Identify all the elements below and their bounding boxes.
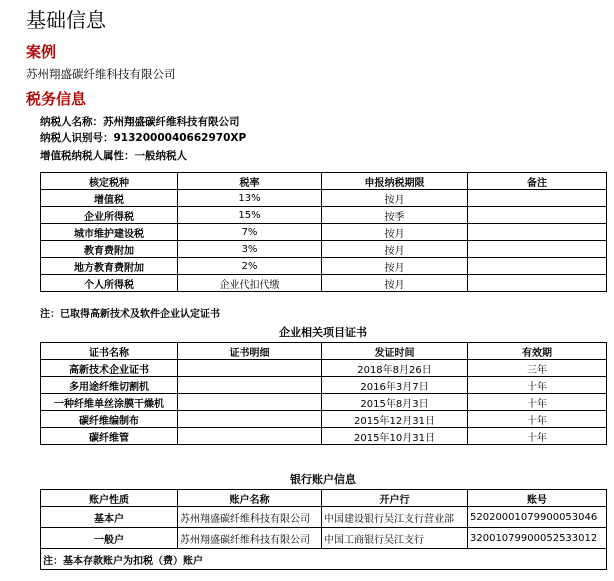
cert-name: 多用途纤维切割机 (41, 377, 178, 394)
column-header: 税率 (178, 173, 322, 190)
account-type: 基本户 (41, 507, 178, 528)
column-header: 核定税种 (41, 173, 178, 190)
tax-remark (468, 275, 607, 292)
tax-type: 增值税 (41, 190, 178, 207)
account-number: 32001079900052533012 (468, 528, 607, 549)
tax-rate: 2% (178, 258, 322, 275)
cert-name: 一种纤维单丝涂膜干燥机 (41, 394, 178, 411)
tax-period: 按月 (322, 258, 468, 275)
table-row (41, 190, 607, 207)
tax-rate: 7% (178, 224, 322, 241)
tax-heading: 税务信息 (26, 90, 87, 108)
cert-validity: 十年 (468, 428, 607, 445)
tax-remark (468, 258, 607, 275)
tax-note: 注：已取得高新技术及软件企业认定证书 (40, 309, 220, 320)
bank-note: 注：基本存款账户为扣税（费）账户 (41, 549, 607, 570)
tax-remark (468, 241, 607, 258)
case-company: 苏州翔盛碳纤维科技有限公司 (26, 67, 176, 81)
cert-validity: 十年 (468, 394, 607, 411)
certs-table (40, 342, 607, 445)
cert-detail (178, 360, 322, 377)
tax-period: 按月 (322, 241, 468, 258)
account-number: 52020001079900053046 (468, 507, 607, 528)
table-row (41, 428, 607, 445)
cert-detail (178, 411, 322, 428)
cert-date: 2015年10月31日 (322, 428, 468, 445)
cert-validity: 十年 (468, 377, 607, 394)
account-name: 苏州翔盛碳纤维科技有限公司 (178, 528, 322, 549)
cert-validity: 十年 (468, 411, 607, 428)
certs-table-header (41, 343, 607, 360)
cert-detail (178, 377, 322, 394)
cert-name: 碳纤维编制布 (41, 411, 178, 428)
bank-branch: 中国建设银行吴江支行营业部 (322, 507, 468, 528)
tax-period: 按月 (322, 224, 468, 241)
tax-rate: 15% (178, 207, 322, 224)
column-header: 发证时间 (322, 343, 468, 360)
column-header: 开户行 (322, 490, 468, 507)
tax-table (40, 172, 607, 292)
table-row (41, 207, 607, 224)
column-header: 账号 (468, 490, 607, 507)
tax-period: 按月 (322, 190, 468, 207)
tax-type: 个人所得税 (41, 275, 178, 292)
cert-name: 碳纤维管 (41, 428, 178, 445)
bank-table-header (41, 490, 607, 507)
table-row (41, 224, 607, 241)
tax-remark (468, 190, 607, 207)
taxpayer-id: 纳税人识别号：9132000040662970XP (40, 132, 247, 144)
cert-date: 2015年12月31日 (322, 411, 468, 428)
table-row (41, 549, 607, 570)
cert-detail (178, 428, 322, 445)
account-type: 一般户 (41, 528, 178, 549)
cert-date: 2018年8月26日 (322, 360, 468, 377)
column-header: 有效期 (468, 343, 607, 360)
tax-remark (468, 207, 607, 224)
table-row (41, 275, 607, 292)
table-row (41, 377, 607, 394)
tax-rate: 企业代扣代缴 (178, 275, 322, 292)
table-row (41, 394, 607, 411)
tax-rate: 3% (178, 241, 322, 258)
cert-name: 高新技术企业证书 (41, 360, 178, 377)
cert-validity: 三年 (468, 360, 607, 377)
bank-title: 银行账户信息 (290, 473, 356, 486)
table-row (41, 258, 607, 275)
tax-type: 地方教育费附加 (41, 258, 178, 275)
table-row (41, 360, 607, 377)
tax-rate: 13% (178, 190, 322, 207)
tax-period: 按月 (322, 275, 468, 292)
table-row (41, 528, 607, 549)
account-name: 苏州翔盛碳纤维科技有限公司 (178, 507, 322, 528)
taxpayer-name: 纳税人名称：苏州翔盛碳纤维科技有限公司 (40, 116, 240, 128)
bank-branch: 中国工商银行吴江支行 (322, 528, 468, 549)
cert-detail (178, 394, 322, 411)
tax-type: 城市维护建设税 (41, 224, 178, 241)
tax-type: 企业所得税 (41, 207, 178, 224)
column-header: 证书明细 (178, 343, 322, 360)
table-row (41, 411, 607, 428)
cert-date: 2015年8月3日 (322, 394, 468, 411)
bank-table (40, 489, 607, 570)
certs-title: 企业相关项目证书 (279, 326, 367, 339)
vat-attribute: 增值税纳税人属性：一般纳税人 (40, 150, 187, 162)
table-row (41, 507, 607, 528)
column-header: 账户名称 (178, 490, 322, 507)
tax-remark (468, 224, 607, 241)
column-header: 证书名称 (41, 343, 178, 360)
column-header: 申报纳税期限 (322, 173, 468, 190)
case-heading: 案例 (26, 43, 57, 61)
column-header: 备注 (468, 173, 607, 190)
tax-table-header (41, 173, 607, 190)
table-row (41, 241, 607, 258)
cert-date: 2016年3月7日 (322, 377, 468, 394)
tax-period: 按季 (322, 207, 468, 224)
column-header: 账户性质 (41, 490, 178, 507)
page-title: 基础信息 (26, 8, 106, 32)
tax-type: 教育费附加 (41, 241, 178, 258)
